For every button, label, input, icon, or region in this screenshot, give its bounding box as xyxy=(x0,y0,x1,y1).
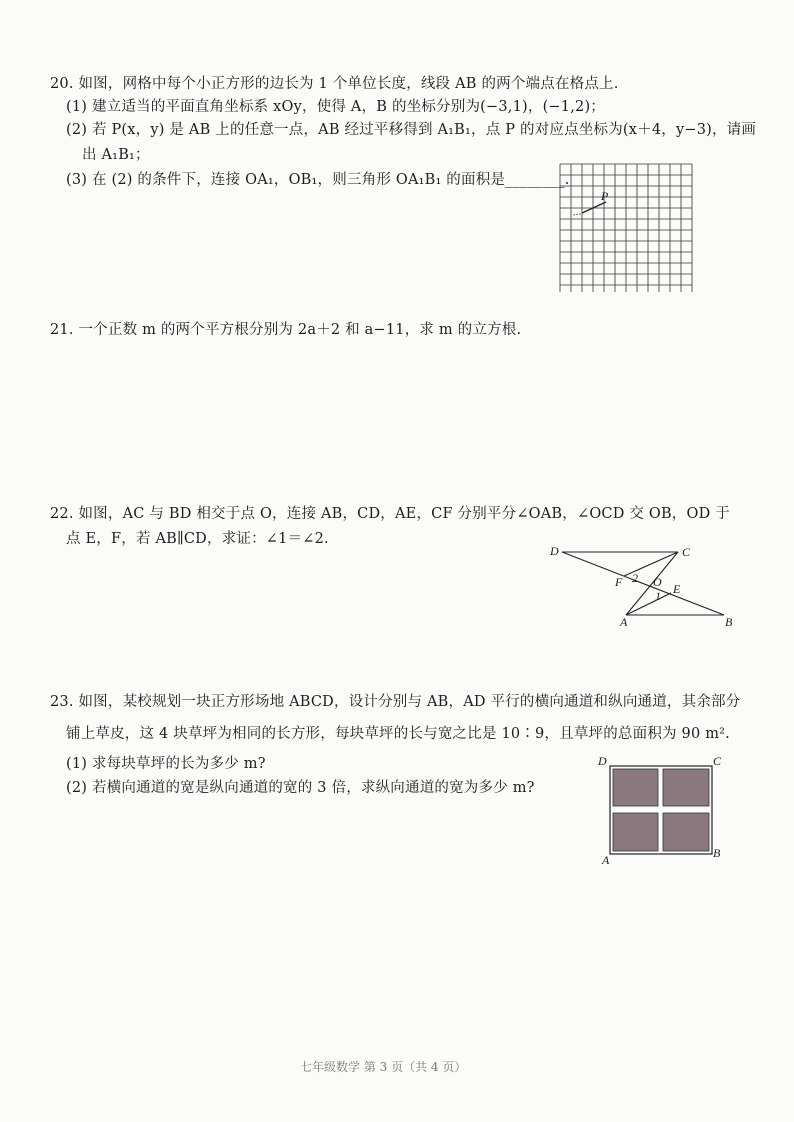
q23-lawn xyxy=(613,813,658,851)
q23-part1: (1) 求每块草坪的长为多少 m? xyxy=(66,756,266,772)
q22-label-a: A xyxy=(620,615,628,629)
q23-line2: 铺上草皮，这 4 块草坪为相同的长方形，每块草坪的长与宽之比是 10∶9，且草坪的总面积为 90 m². xyxy=(66,726,730,742)
q20-stem: 20. 如图，网格中每个小正方形的边长为 1 个单位长度，线段 AB 的两个端点在格点上. xyxy=(50,76,619,92)
q22-line2: 点 E，F，若 AB∥CD，求证：∠1＝∠2. xyxy=(66,531,329,547)
q23-line1: 23. 如图，某校规划一块正方形场地 ABCD，设计分别与 AB，AD 平行的横向通道和纵向通道，其余部分 xyxy=(50,694,741,710)
q23-label-b: B xyxy=(713,846,721,860)
q22-label-angle1: 1 xyxy=(655,589,661,603)
q22-label-e: E xyxy=(673,582,681,596)
q22-segment-db xyxy=(562,552,724,615)
q22-label-f: F xyxy=(615,575,623,589)
q20-segment-ab xyxy=(582,202,606,213)
q23-lawn xyxy=(663,813,709,851)
q22-label-angle2: 2 xyxy=(632,571,638,585)
q22-label-o: O xyxy=(653,575,662,589)
q20-part1: (1) 建立适当的平面直角坐标系 xOy，使得 A，B 的坐标分别为(−3,1)，(−1,2)； xyxy=(66,99,606,115)
q23-label-c: C xyxy=(713,754,722,768)
q20-part2a: (2) 若 P(x，y) 是 AB 上的任意一点，AB 经过平移得到 A₁B₁，点 P 的对应点坐标为(x＋4，y−3)，请画 xyxy=(66,122,757,138)
q20-part2b: 出 A₁B₁； xyxy=(82,147,150,163)
q22-label-d: D xyxy=(550,544,559,558)
q22-segment-ae xyxy=(626,593,671,615)
q22-label-c: C xyxy=(682,545,691,559)
q22-figure xyxy=(540,540,745,630)
q22-line1: 22. 如图，AC 与 BD 相交于点 O，连接 AB，CD，AE，CF 分别平分∠OAB，∠OCD 交 OB，OD 于 xyxy=(50,506,730,522)
q23-label-a: A xyxy=(602,853,610,867)
q23-lawn xyxy=(663,769,709,806)
q23-lawn xyxy=(613,769,658,806)
q20-grid-figure xyxy=(558,162,698,292)
q23-part2: (2) 若横向通道的宽是纵向通道的宽的 3 倍，求纵向通道的宽为多少 m? xyxy=(66,780,535,796)
q20-label-p: P xyxy=(601,189,609,203)
page-footer: 七年级数学 第 3 页（共 4 页） xyxy=(300,1060,467,1074)
q20-part3: (3) 在 (2) 的条件下，连接 OA₁，OB₁，则三角形 OA₁B₁ 的面积是________. xyxy=(66,172,570,188)
q22-label-b: B xyxy=(725,615,733,629)
q23-label-d: D xyxy=(598,754,607,768)
q21-text: 21. 一个正数 m 的两个平方根分别为 2a＋2 和 a−11，求 m 的立方根. xyxy=(50,322,522,338)
q23-figure xyxy=(596,752,726,867)
